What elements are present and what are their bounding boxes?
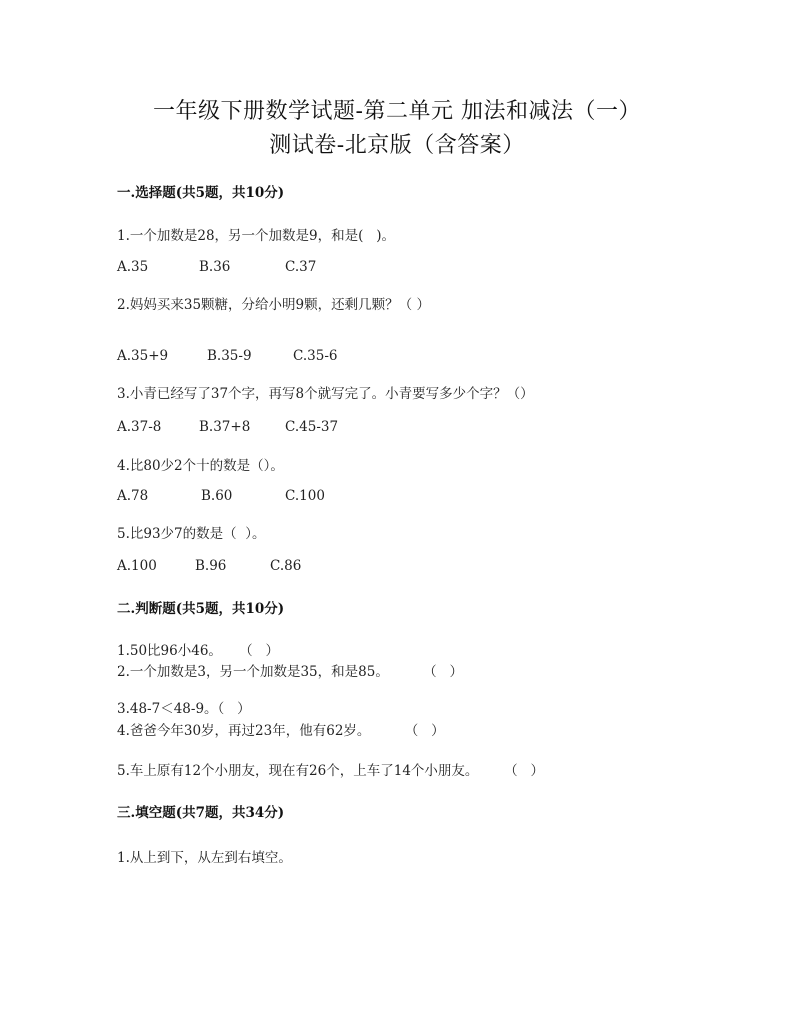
option-c: C.86	[270, 558, 302, 574]
question-text: 2.妈妈买来35颗糖，分给小明9颗，还剩几颗？（ ）	[117, 297, 430, 313]
question-text: 1.一个加数是28，另一个加数是9，和是( )。	[117, 228, 396, 244]
option-a: A.100	[117, 558, 157, 574]
document-title-line1: 一年级下册数学试题-第二单元 加法和减法（一）	[153, 99, 641, 124]
fill-item: 1.从上到下，从左到右填空。	[117, 850, 292, 866]
option-a: A.35	[117, 259, 149, 275]
section-heading-choice: 一.选择题(共5题，共10分)	[117, 185, 285, 201]
option-a: A.78	[117, 488, 149, 504]
section-heading-fill: 三.填空题(共7题，共34分)	[117, 805, 285, 821]
option-c: C.45-37	[285, 419, 339, 435]
option-c: C.100	[285, 488, 325, 504]
option-c: C.35-6	[293, 348, 338, 364]
question-text: 4.比80少2个十的数是（）。	[117, 458, 284, 474]
option-b: B.37+8	[199, 419, 251, 435]
judge-item: 2.一个加数是3，另一个加数是35，和是85。 （ ）	[117, 664, 464, 680]
option-a: A.37-8	[117, 419, 162, 435]
document-title-line2: 测试卷-北京版（含答案）	[269, 133, 525, 158]
question-text: 3.小青已经写了37个字，再写8个就写完了。小青要写多少个字？（）	[117, 386, 534, 402]
option-c: C.37	[285, 259, 317, 275]
judge-item: 1.50比96小46。 （ ）	[117, 643, 279, 659]
judge-item: 5.车上原有12个小朋友，现在有26个，上车了14个小朋友。 （ ）	[117, 763, 545, 779]
option-b: B.96	[195, 558, 227, 574]
judge-item: 4.爸爸今年30岁，再过23年，他有62岁。 （ ）	[117, 723, 445, 739]
option-b: B.36	[199, 259, 231, 275]
judge-item: 3.48-7＜48-9。（ ）	[117, 701, 251, 717]
section-heading-judge: 二.判断题(共5题，共10分)	[117, 601, 285, 617]
option-b: B.35-9	[207, 348, 252, 364]
option-a: A.35+9	[117, 348, 169, 364]
question-text: 5.比93少7的数是（ ）。	[117, 526, 266, 542]
option-b: B.60	[201, 488, 233, 504]
